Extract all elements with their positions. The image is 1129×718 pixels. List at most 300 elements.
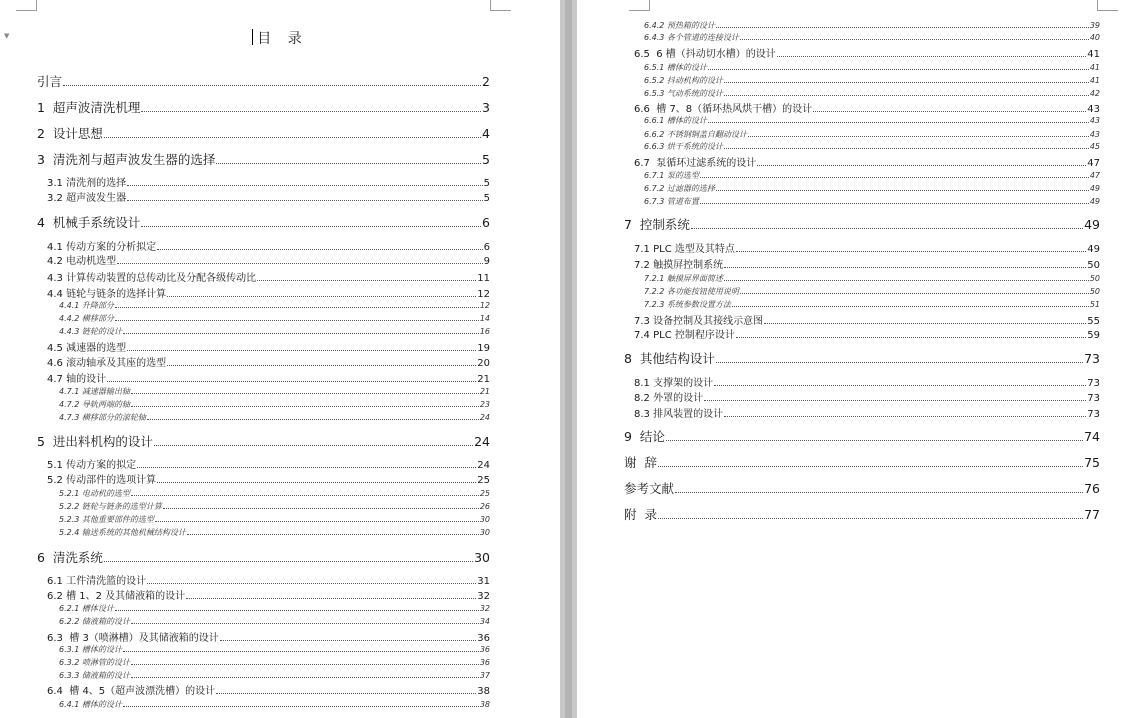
toc-page-number: 16 bbox=[479, 327, 490, 336]
toc-dot-leader bbox=[63, 85, 481, 86]
toc-dot-leader bbox=[131, 623, 479, 624]
toc-entry-level-3[interactable] bbox=[644, 129, 1100, 140]
toc-entry-level-1[interactable] bbox=[624, 453, 1100, 471]
toc-entry-level-3[interactable] bbox=[644, 273, 1100, 284]
toc-dot-leader bbox=[724, 95, 1089, 96]
toc-dot-leader bbox=[740, 39, 1089, 40]
toc-page-number: 12 bbox=[479, 301, 490, 310]
toc-dot-leader bbox=[736, 337, 1086, 338]
toc-entry-title: 槽体的设计 bbox=[666, 63, 707, 72]
toc-entry-title: 触摸屏控制系统 bbox=[653, 260, 724, 271]
toc-entry-number: 4.4.2 bbox=[59, 314, 82, 323]
toc-dot-leader bbox=[186, 598, 476, 599]
toc-dot-leader bbox=[154, 445, 473, 446]
toc-page-number: 34 bbox=[479, 617, 490, 626]
toc-entry-level-2[interactable] bbox=[634, 405, 1100, 420]
toc-entry-level-3[interactable] bbox=[59, 644, 490, 655]
toc-entry-number: 6.6.3 bbox=[644, 142, 667, 151]
toc-entry-number: 9 bbox=[624, 428, 640, 444]
crop-mark bbox=[490, 0, 511, 11]
toc-entry-number: 6.3.2 bbox=[59, 658, 82, 667]
toc-entry-level-3[interactable] bbox=[59, 670, 490, 681]
toc-entry-title: 储液箱的设计 bbox=[81, 671, 130, 680]
toc-entry-number: 8.2 bbox=[634, 393, 654, 404]
toc-dot-leader bbox=[131, 664, 479, 665]
toc-entry-level-2[interactable] bbox=[47, 285, 490, 300]
toc-entry-title: 链轮的设计 bbox=[81, 327, 122, 336]
toc-entry-number: 5.2.1 bbox=[59, 489, 82, 498]
toc-page-number: 20 bbox=[477, 358, 490, 369]
toc-page-number: 2 bbox=[482, 73, 490, 89]
toc-page-number: 42 bbox=[1089, 89, 1100, 98]
toc-entry-level-3[interactable] bbox=[59, 412, 490, 423]
toc-entry-number: 6.2.2 bbox=[59, 617, 82, 626]
toc-page-number: 21 bbox=[477, 374, 490, 385]
toc-entry-level-1[interactable] bbox=[37, 124, 490, 142]
toc-entry-level-3[interactable] bbox=[644, 170, 1100, 181]
toc-page-number: 37 bbox=[479, 671, 490, 680]
toc-entry-number: 6 bbox=[37, 549, 53, 565]
toc-entry-number: 7.4 bbox=[634, 330, 654, 341]
toc-entry-level-1[interactable] bbox=[37, 72, 490, 90]
toc-entry-number: 6.4.1 bbox=[59, 700, 82, 709]
toc-dot-leader bbox=[708, 122, 1089, 123]
toc-entry-number: 7.1 bbox=[634, 244, 654, 255]
toc-dot-leader bbox=[777, 56, 1086, 57]
toc-entry-level-1[interactable] bbox=[37, 213, 490, 231]
toc-entry-level-2[interactable] bbox=[634, 154, 1100, 169]
toc-entry-number: 6.4.3 bbox=[644, 33, 667, 42]
toc-entry-title: 谢 辞 bbox=[624, 454, 657, 470]
toc-page-number: 6 bbox=[482, 214, 490, 230]
toc-entry-title: 减速器输出轴 bbox=[81, 387, 130, 396]
toc-dot-leader bbox=[724, 82, 1089, 83]
toc-entry-title: 设计思想 bbox=[52, 125, 103, 141]
toc-page-number: 12 bbox=[477, 289, 490, 300]
toc-entry-level-2[interactable] bbox=[47, 238, 490, 253]
toc-entry-number: 8.3 bbox=[634, 409, 654, 420]
toc-entry-number: 6.7.2 bbox=[644, 184, 667, 193]
toc-entry-level-3[interactable] bbox=[59, 501, 490, 512]
toc-page-number: 30 bbox=[479, 515, 490, 524]
toc-page-number: 41 bbox=[1087, 49, 1100, 60]
toc-entry-number: 4.5 bbox=[47, 343, 67, 354]
toc-dot-leader bbox=[704, 400, 1086, 401]
toc-entry-level-1[interactable] bbox=[624, 349, 1100, 367]
toc-dot-leader bbox=[157, 482, 476, 483]
toc-page-number: 32 bbox=[477, 591, 490, 602]
toc-entry-number: 3.2 bbox=[47, 193, 67, 204]
toc-entry-number: 7.2.3 bbox=[644, 300, 667, 309]
toc-entry-number: 6.6.2 bbox=[644, 130, 667, 139]
toc-page-number: 43 bbox=[1089, 116, 1100, 125]
toc-entry-level-2[interactable] bbox=[634, 326, 1100, 341]
toc-dot-leader bbox=[724, 280, 1089, 281]
toc-entry-level-3[interactable] bbox=[644, 115, 1100, 126]
page-gutter bbox=[560, 0, 577, 718]
toc-entry-level-1[interactable] bbox=[37, 150, 490, 168]
toc-dot-leader bbox=[708, 69, 1089, 70]
toc-dot-leader bbox=[141, 111, 481, 112]
toc-entry-level-2[interactable] bbox=[47, 471, 490, 486]
toc-page-number: 43 bbox=[1087, 104, 1100, 115]
toc-page-number: 41 bbox=[1089, 76, 1100, 85]
toc-entry-title: 管道布置 bbox=[666, 197, 699, 206]
toc-entry-title: 控制系统 bbox=[639, 216, 690, 232]
toc-page-number: 6 bbox=[483, 242, 490, 253]
toc-entry-level-1[interactable] bbox=[37, 548, 490, 566]
toc-entry-level-1[interactable] bbox=[37, 432, 490, 450]
toc-entry-level-3[interactable] bbox=[59, 488, 490, 499]
toc-entry-number: 6.2.1 bbox=[59, 604, 82, 613]
toc-entry-level-3[interactable] bbox=[644, 286, 1100, 297]
toc-dot-leader bbox=[137, 467, 476, 468]
toc-entry-title: 清洗剂与超声波发生器的选择 bbox=[52, 151, 216, 167]
toc-page-number: 77 bbox=[1084, 506, 1100, 522]
toc-entry-title: 机械手系统设计 bbox=[52, 214, 141, 230]
toc-entry-number: 3 bbox=[37, 151, 53, 167]
toc-dot-leader bbox=[813, 111, 1086, 112]
toc-page-number: 43 bbox=[1089, 130, 1100, 139]
toc-entry-number: 6.3 bbox=[47, 633, 70, 644]
toc-entry-title: 其他重要部件的选型 bbox=[81, 515, 154, 524]
toc-entry-level-3[interactable] bbox=[59, 326, 490, 337]
toc-entry-title: PLC 选型及其特点 bbox=[653, 244, 735, 255]
toc-entry-level-3[interactable] bbox=[644, 141, 1100, 152]
toc-entry-level-1[interactable] bbox=[624, 427, 1100, 445]
toc-entry-title: 电动机选型 bbox=[66, 256, 117, 267]
toc-dot-leader bbox=[123, 706, 479, 707]
toc-entry-level-2[interactable] bbox=[47, 456, 490, 471]
toc-entry-title: 外罩的设计 bbox=[653, 393, 704, 404]
toc-entry-title: 升降部分 bbox=[81, 301, 114, 310]
toc-entry-title: 参考文献 bbox=[624, 480, 675, 496]
toc-entry-level-2[interactable] bbox=[47, 252, 490, 267]
toc-page-number: 11 bbox=[477, 273, 490, 284]
toc-entry-title: 输送系统的其他机械结构设计 bbox=[81, 528, 186, 537]
toc-dot-leader bbox=[675, 492, 1083, 493]
toc-entry-level-1[interactable] bbox=[624, 215, 1100, 233]
toc-entry-title: 槽 7、8（循环热风烘干槽）的设计 bbox=[656, 104, 813, 115]
toc-entry-title: 减速器的选型 bbox=[66, 343, 127, 354]
toc-entry-number: 6.4 bbox=[47, 686, 70, 697]
toc-entry-number: 6.5 bbox=[634, 49, 657, 60]
toc-entry-number: 1 bbox=[37, 99, 53, 115]
toc-page-number: 51 bbox=[1089, 300, 1100, 309]
toc-page-number: 30 bbox=[474, 549, 490, 565]
toc-entry-level-2[interactable] bbox=[47, 587, 490, 602]
toc-entry-title: 超声波清洗机理 bbox=[52, 99, 141, 115]
toc-entry-number: 7.2.2 bbox=[644, 287, 667, 296]
toc-page-number: 49 bbox=[1087, 244, 1100, 255]
toc-page-number: 5 bbox=[483, 178, 490, 189]
toc-entry-title: 设备控制及其接线示意图 bbox=[653, 316, 764, 327]
toc-entry-level-2[interactable] bbox=[47, 339, 490, 354]
toc-page-number: 24 bbox=[479, 413, 490, 422]
toc-page-number: 73 bbox=[1084, 350, 1100, 366]
toc-entry-number: 4.4.3 bbox=[59, 327, 82, 336]
toc-dot-leader bbox=[127, 185, 483, 186]
toc-page-number: 3 bbox=[482, 99, 490, 115]
toc-entry-level-2[interactable] bbox=[634, 256, 1100, 271]
toc-entry-title: 气动系统的设计 bbox=[666, 89, 723, 98]
toc-entry-number: 6.3.1 bbox=[59, 645, 82, 654]
toc-page-number: 32 bbox=[479, 604, 490, 613]
toc-entry-level-3[interactable] bbox=[59, 514, 490, 525]
toc-page-number: 36 bbox=[479, 645, 490, 654]
toc-entry-title: 预热箱的设计 bbox=[666, 21, 715, 30]
toc-dot-leader bbox=[658, 466, 1083, 467]
toc-entry-number: 2 bbox=[37, 125, 53, 141]
toc-dot-leader bbox=[123, 333, 479, 334]
toc-entry-level-2[interactable] bbox=[47, 189, 490, 204]
toc-dot-leader bbox=[220, 640, 476, 641]
toc-entry-title: 槽 1、2 及其储液箱的设计 bbox=[66, 591, 186, 602]
toc-page-number: 21 bbox=[479, 387, 490, 396]
toc-entry-title: 传动方案的分析拟定 bbox=[66, 242, 157, 253]
toc-entry-number: 5.2 bbox=[47, 475, 67, 486]
toc-entry-level-3[interactable] bbox=[644, 183, 1100, 194]
toc-entry-title: 链轮与链条的选择计算 bbox=[66, 289, 167, 300]
toc-entry-title: 不锈钢铜盖自翻动设计 bbox=[666, 130, 747, 139]
toc-entry-title: 清洗系统 bbox=[52, 549, 103, 565]
toc-dot-leader bbox=[127, 350, 476, 351]
toc-entry-level-2[interactable] bbox=[634, 389, 1100, 404]
toc-entry-number: 4.3 bbox=[47, 273, 67, 284]
toc-entry-title: 排风装置的设计 bbox=[653, 409, 724, 420]
toc-entry-title: 触摸屏界面简述 bbox=[666, 274, 723, 283]
toc-entry-level-3[interactable] bbox=[644, 75, 1100, 86]
toc-entry-title: 工件清洗篮的设计 bbox=[66, 576, 147, 587]
toc-dot-leader bbox=[716, 190, 1089, 191]
toc-entry-number: 4.2 bbox=[47, 256, 67, 267]
toc-entry-number: 4.7.2 bbox=[59, 400, 82, 409]
toc-entry-title: 支撑架的设计 bbox=[653, 378, 714, 389]
toc-entry-title: PLC 控制程序设计 bbox=[653, 330, 735, 341]
collapse-arrow-icon[interactable]: ▼ bbox=[4, 32, 10, 40]
toc-dot-leader bbox=[163, 508, 479, 509]
toc-entry-title: 槽体的设计 bbox=[666, 116, 707, 125]
toc-entry-level-3[interactable] bbox=[644, 299, 1100, 310]
toc-entry-number: 8.1 bbox=[634, 378, 654, 389]
toc-entry-title: 各功能按钮使用说明 bbox=[666, 287, 739, 296]
toc-entry-number: 4.1 bbox=[47, 242, 67, 253]
toc-dot-leader bbox=[691, 228, 1083, 229]
toc-entry-title: 传动部件的选项计算 bbox=[66, 475, 157, 486]
toc-entry-level-2[interactable] bbox=[47, 370, 490, 385]
toc-page-number: 50 bbox=[1089, 287, 1100, 296]
toc-entry-level-3[interactable] bbox=[59, 300, 490, 311]
toc-entry-title: 链轮与链条的选型计算 bbox=[81, 502, 162, 511]
toc-entry-number: 6.7 bbox=[634, 158, 657, 169]
toc-dot-leader bbox=[147, 583, 476, 584]
toc-page-number: 24 bbox=[477, 460, 490, 471]
toc-dot-leader bbox=[736, 251, 1086, 252]
toc-entry-level-3[interactable] bbox=[644, 32, 1100, 43]
toc-page-number: 40 bbox=[1089, 33, 1100, 42]
toc-dot-leader bbox=[700, 177, 1089, 178]
toc-page-number: 19 bbox=[477, 343, 490, 354]
toc-entry-number: 7.2.1 bbox=[644, 274, 667, 283]
toc-dot-leader bbox=[666, 440, 1083, 441]
toc-page-number: 76 bbox=[1084, 480, 1100, 496]
toc-dot-leader bbox=[147, 419, 479, 420]
toc-entry-level-1[interactable] bbox=[37, 98, 490, 116]
toc-dot-leader bbox=[115, 610, 479, 611]
toc-entry-number: 4.4 bbox=[47, 289, 67, 300]
toc-entry-level-2[interactable] bbox=[47, 572, 490, 587]
toc-entry-number: 6.7.1 bbox=[644, 171, 667, 180]
toc-page-number: 55 bbox=[1087, 316, 1100, 327]
toc-entry-title: 槽体设计 bbox=[81, 604, 114, 613]
toc-dot-leader bbox=[724, 148, 1089, 149]
toc-page-number: 73 bbox=[1087, 393, 1100, 404]
toc-page-number: 50 bbox=[1087, 260, 1100, 271]
toc-entry-level-2[interactable] bbox=[47, 682, 490, 697]
toc-entry-number: 4.7 bbox=[47, 374, 67, 385]
toc-entry-level-1[interactable] bbox=[624, 479, 1100, 497]
toc-page-number: 73 bbox=[1087, 409, 1100, 420]
toc-dot-leader bbox=[732, 306, 1089, 307]
toc-entry-level-2[interactable] bbox=[634, 45, 1100, 60]
toc-page-number: 38 bbox=[477, 686, 490, 697]
toc-page-number: 9 bbox=[483, 256, 490, 267]
toc-dot-leader bbox=[117, 263, 483, 264]
toc-page-number: 50 bbox=[1089, 274, 1100, 283]
crop-mark bbox=[1097, 0, 1118, 11]
toc-entry-title: 各个管道的连接设计 bbox=[666, 33, 739, 42]
toc-entry-level-2[interactable] bbox=[634, 100, 1100, 115]
toc-page-number: 38 bbox=[479, 700, 490, 709]
toc-entry-number: 6.4.2 bbox=[644, 21, 667, 30]
toc-entry-level-3[interactable] bbox=[59, 603, 490, 614]
toc-dot-leader bbox=[107, 381, 476, 382]
toc-page-number: 30 bbox=[479, 528, 490, 537]
toc-entry-title: 喷淋管的设计 bbox=[81, 658, 130, 667]
toc-entry-level-2[interactable] bbox=[634, 374, 1100, 389]
toc-entry-title: 槽 3（喷淋槽）及其储液箱的设计 bbox=[69, 633, 219, 644]
toc-entry-title: 结论 bbox=[639, 428, 665, 444]
toc-entry-number: 6.6 bbox=[634, 104, 657, 115]
toc-page-number: 5 bbox=[482, 151, 490, 167]
toc-entry-title: 烘干系统的设计 bbox=[666, 142, 723, 151]
toc-dot-leader bbox=[104, 561, 473, 562]
toc-page-number: 25 bbox=[477, 475, 490, 486]
toc-entry-title: 清洗剂的选择 bbox=[66, 178, 127, 189]
toc-dot-leader bbox=[131, 393, 479, 394]
toc-page-number: 49 bbox=[1089, 184, 1100, 193]
toc-page-number: 39 bbox=[1089, 21, 1100, 30]
toc-entry-level-3[interactable] bbox=[644, 196, 1100, 207]
toc-entry-number: 5.2.3 bbox=[59, 515, 82, 524]
toc-entry-level-1[interactable] bbox=[624, 505, 1100, 523]
toc-entry-number: 6.7.3 bbox=[644, 197, 667, 206]
toc-entry-level-2[interactable] bbox=[47, 174, 490, 189]
toc-entry-number: 5.2.2 bbox=[59, 502, 82, 511]
toc-entry-number: 3.1 bbox=[47, 178, 67, 189]
toc-page-number: 36 bbox=[479, 658, 490, 667]
toc-entry-level-3[interactable] bbox=[644, 88, 1100, 99]
toc-title-text: 目 录 bbox=[257, 31, 308, 47]
crop-mark bbox=[16, 0, 37, 11]
toc-entry-level-2[interactable] bbox=[634, 240, 1100, 255]
toc-entry-title: 传动方案的拟定 bbox=[66, 460, 137, 471]
toc-entry-level-3[interactable] bbox=[59, 386, 490, 397]
toc-dot-leader bbox=[167, 365, 476, 366]
toc-entry-title: 计算传动装置的总传动比及分配各级传动比 bbox=[66, 273, 257, 284]
toc-entry-number: 6.5.3 bbox=[644, 89, 667, 98]
toc-entry-number: 5.2.4 bbox=[59, 528, 82, 537]
toc-entry-title: 槽 4、5（超声波漂洗槽）的设计 bbox=[69, 686, 216, 697]
toc-page-number: 59 bbox=[1087, 330, 1100, 341]
toc-entry-number: 6.1 bbox=[47, 576, 67, 587]
toc-dot-leader bbox=[155, 521, 479, 522]
toc-entry-level-3[interactable] bbox=[59, 699, 490, 710]
toc-dot-leader bbox=[216, 693, 476, 694]
toc-entry-title: 横移部分的滚轮轴 bbox=[81, 413, 146, 422]
toc-entry-level-2[interactable] bbox=[47, 269, 490, 284]
toc-entry-title: 其他结构设计 bbox=[639, 350, 715, 366]
toc-entry-level-2[interactable] bbox=[634, 312, 1100, 327]
toc-entry-level-2[interactable] bbox=[47, 354, 490, 369]
toc-entry-number: 6.2 bbox=[47, 591, 67, 602]
toc-entry-level-3[interactable] bbox=[59, 527, 490, 538]
toc-entry-title: 抖动机构的设计 bbox=[666, 76, 723, 85]
toc-entry-number: 8 bbox=[624, 350, 640, 366]
toc-entry-level-3[interactable] bbox=[644, 20, 1100, 31]
toc-entry-level-3[interactable] bbox=[59, 657, 490, 668]
toc-dot-leader bbox=[724, 267, 1086, 268]
toc-list-left bbox=[37, 0, 490, 718]
toc-entry-title: 轴的设计 bbox=[66, 374, 107, 385]
toc-dot-leader bbox=[167, 296, 476, 297]
toc-page-number: 14 bbox=[479, 314, 490, 323]
toc-entry-title: 槽体的设计 bbox=[81, 700, 122, 709]
toc-entry-title: 横移部分 bbox=[81, 314, 114, 323]
toc-page-number: 36 bbox=[477, 633, 490, 644]
toc-entry-title: 附 录 bbox=[624, 506, 657, 522]
toc-page-number: 49 bbox=[1084, 216, 1100, 232]
toc-entry-title: 泵的选型 bbox=[666, 171, 699, 180]
toc-entry-level-2[interactable] bbox=[47, 629, 490, 644]
toc-page-number: 49 bbox=[1089, 197, 1100, 206]
toc-entry-title: 超声波发生器 bbox=[66, 193, 127, 204]
toc-dot-leader bbox=[658, 518, 1083, 519]
toc-page-number: 25 bbox=[479, 489, 490, 498]
toc-dot-leader bbox=[131, 677, 479, 678]
toc-entry-title: 储液箱的设计 bbox=[81, 617, 130, 626]
toc-entry-level-3[interactable] bbox=[59, 399, 490, 410]
toc-dot-leader bbox=[216, 163, 481, 164]
toc-dot-leader bbox=[157, 249, 483, 250]
toc-entry-title: 引言 bbox=[37, 73, 63, 89]
toc-page-number: 26 bbox=[479, 502, 490, 511]
toc-entry-title: 槽体的设计 bbox=[81, 645, 122, 654]
toc-dot-leader bbox=[764, 323, 1086, 324]
toc-page-number: 75 bbox=[1084, 454, 1100, 470]
toc-entry-level-3[interactable] bbox=[59, 616, 490, 627]
toc-entry-title: 电动机的选型 bbox=[81, 489, 130, 498]
toc-entry-title: 进出料机构的设计 bbox=[52, 433, 153, 449]
toc-page-number: 47 bbox=[1087, 158, 1100, 169]
toc-dot-leader bbox=[757, 165, 1086, 166]
toc-entry-number: 4 bbox=[37, 214, 53, 230]
toc-entry-title: 滚动轴承及其座的选型 bbox=[66, 358, 167, 369]
toc-entry-level-3[interactable] bbox=[644, 62, 1100, 73]
document-page-right bbox=[577, 0, 1129, 718]
toc-dot-leader bbox=[716, 27, 1089, 28]
toc-entry-level-3[interactable] bbox=[59, 313, 490, 324]
